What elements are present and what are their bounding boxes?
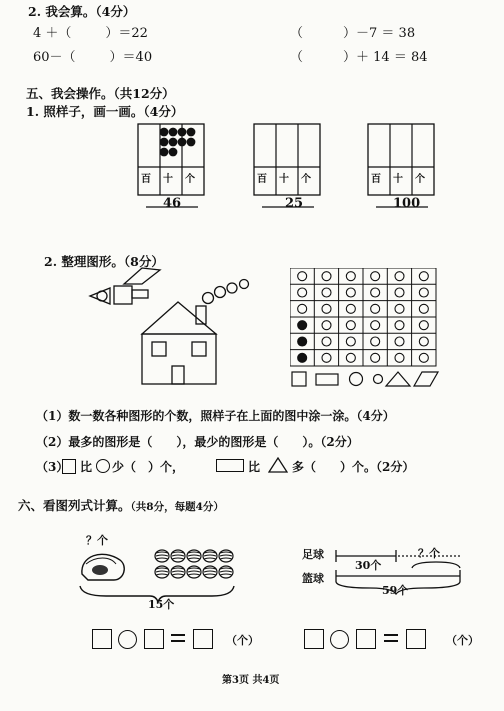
grid-circle	[419, 304, 428, 313]
grid-circle	[395, 321, 404, 330]
q2-sub3: （3）	[36, 460, 69, 474]
label-ones: 个	[185, 174, 195, 185]
grid-circle	[371, 304, 380, 313]
circle-shape	[96, 459, 110, 473]
abacus-value-1: 46	[163, 196, 182, 211]
grid-circle	[322, 321, 331, 330]
section5-q2-title: 2. 整理图形。（8分）	[44, 254, 164, 269]
answer-box[interactable]	[304, 629, 324, 649]
compare-phrase-2: 多（ ）个。（2分）	[292, 460, 415, 474]
abacus-value-2: 25	[285, 196, 304, 211]
label-ones: 个	[415, 174, 425, 185]
label-hundreds: 百	[257, 174, 267, 185]
answer-box[interactable]	[193, 629, 213, 649]
equals-sign-top	[171, 634, 185, 636]
equals-sign-top	[384, 634, 398, 636]
label-basketball: 篮球	[302, 572, 324, 585]
grid-circle	[298, 337, 307, 346]
section5-q1-title: 1. 照样子，画一画。（4分）	[26, 104, 184, 119]
rectangle-shape	[216, 459, 244, 472]
grid-circle	[419, 288, 428, 297]
compare-phrase-1: 少（ ）个，	[112, 460, 185, 474]
grid-circle	[346, 337, 355, 346]
grid-circle	[346, 353, 355, 362]
small-square-shape	[62, 459, 76, 474]
answer-box[interactable]	[144, 629, 164, 649]
grid-circle	[322, 337, 331, 346]
answer-box[interactable]	[406, 629, 426, 649]
compare-word-2: 比	[248, 460, 261, 474]
p2-segment: 30个	[355, 559, 382, 572]
grid-circle	[371, 321, 380, 330]
label-tens: 十	[163, 174, 173, 185]
unit-label-1: （个）	[226, 634, 259, 647]
label-football: 足球	[302, 548, 324, 561]
grid-circle	[395, 304, 404, 313]
grid-circle	[395, 272, 404, 281]
q2-sub2: （2）最多的图形是（ ），最少的图形是（ ）。（2分）	[36, 435, 359, 449]
shapes-picture	[84, 262, 260, 390]
label-hundreds: 百	[371, 174, 381, 185]
p1-question: ？个	[86, 534, 108, 547]
grid-circle	[419, 321, 428, 330]
grid-circle	[298, 288, 307, 297]
grid-circle	[346, 304, 355, 313]
equals-sign-bottom	[384, 640, 398, 642]
grid-circle	[371, 337, 380, 346]
p1-total: 15个	[148, 598, 175, 611]
operator-circle[interactable]	[330, 630, 349, 649]
abacus-value-3: 100	[393, 196, 421, 211]
grid-circle	[298, 353, 307, 362]
grid-circle	[298, 272, 307, 281]
grid-circle	[395, 288, 404, 297]
label-tens: 十	[279, 174, 289, 185]
grid-circle	[322, 272, 331, 281]
grid-circle	[371, 353, 380, 362]
roof-triangle	[142, 302, 216, 334]
equation-3: （ ）－7 ＝ 38	[290, 26, 416, 41]
grid-circle	[419, 337, 428, 346]
grid-circle	[322, 288, 331, 297]
label-tens: 十	[393, 174, 403, 185]
grid-circle	[419, 353, 428, 362]
equals-sign-bottom	[171, 640, 185, 642]
page-number: 第3页 共4页	[222, 675, 280, 686]
shape-count-grid	[290, 268, 440, 388]
grid-circle	[322, 304, 331, 313]
grid-circle	[371, 272, 380, 281]
grid-circle	[298, 321, 307, 330]
grid-circle	[395, 353, 404, 362]
triangle-shape	[268, 457, 288, 473]
grid-circle	[419, 272, 428, 281]
grid-circle	[346, 321, 355, 330]
grid-circle	[298, 304, 307, 313]
section5-title: 五、我会操作。（共12分）	[26, 86, 175, 101]
label-ones: 个	[301, 174, 311, 185]
q2-title: 2. 我会算。（4分）	[28, 4, 136, 19]
equation-4: （ ）＋ 14 ＝ 84	[290, 50, 428, 65]
answer-box[interactable]	[92, 629, 112, 649]
grid-circle	[322, 353, 331, 362]
section6-title: 六、看图列式计算。（共8分，每题4分）	[18, 498, 224, 513]
q2-sub1: （1）数一数各种图形的个数，照样子在上面的图中涂一涂。（4分）	[36, 409, 395, 423]
unit-label-2: （个）	[446, 634, 479, 647]
p2-question: ？个	[418, 547, 440, 560]
answer-box[interactable]	[356, 629, 376, 649]
operator-circle[interactable]	[118, 630, 137, 649]
equation-2: 60－（ ）＝40	[33, 50, 153, 65]
compare-word-1: 比	[80, 460, 93, 474]
p2-total: 59个	[382, 584, 409, 597]
grid-circle	[395, 337, 404, 346]
tens-beads	[160, 128, 196, 157]
grid-circle	[346, 272, 355, 281]
grid-circle	[371, 288, 380, 297]
label-hundreds: 百	[141, 174, 151, 185]
equation-1: 4 ＋（ ）＝22	[33, 26, 148, 41]
grid-circle	[346, 288, 355, 297]
